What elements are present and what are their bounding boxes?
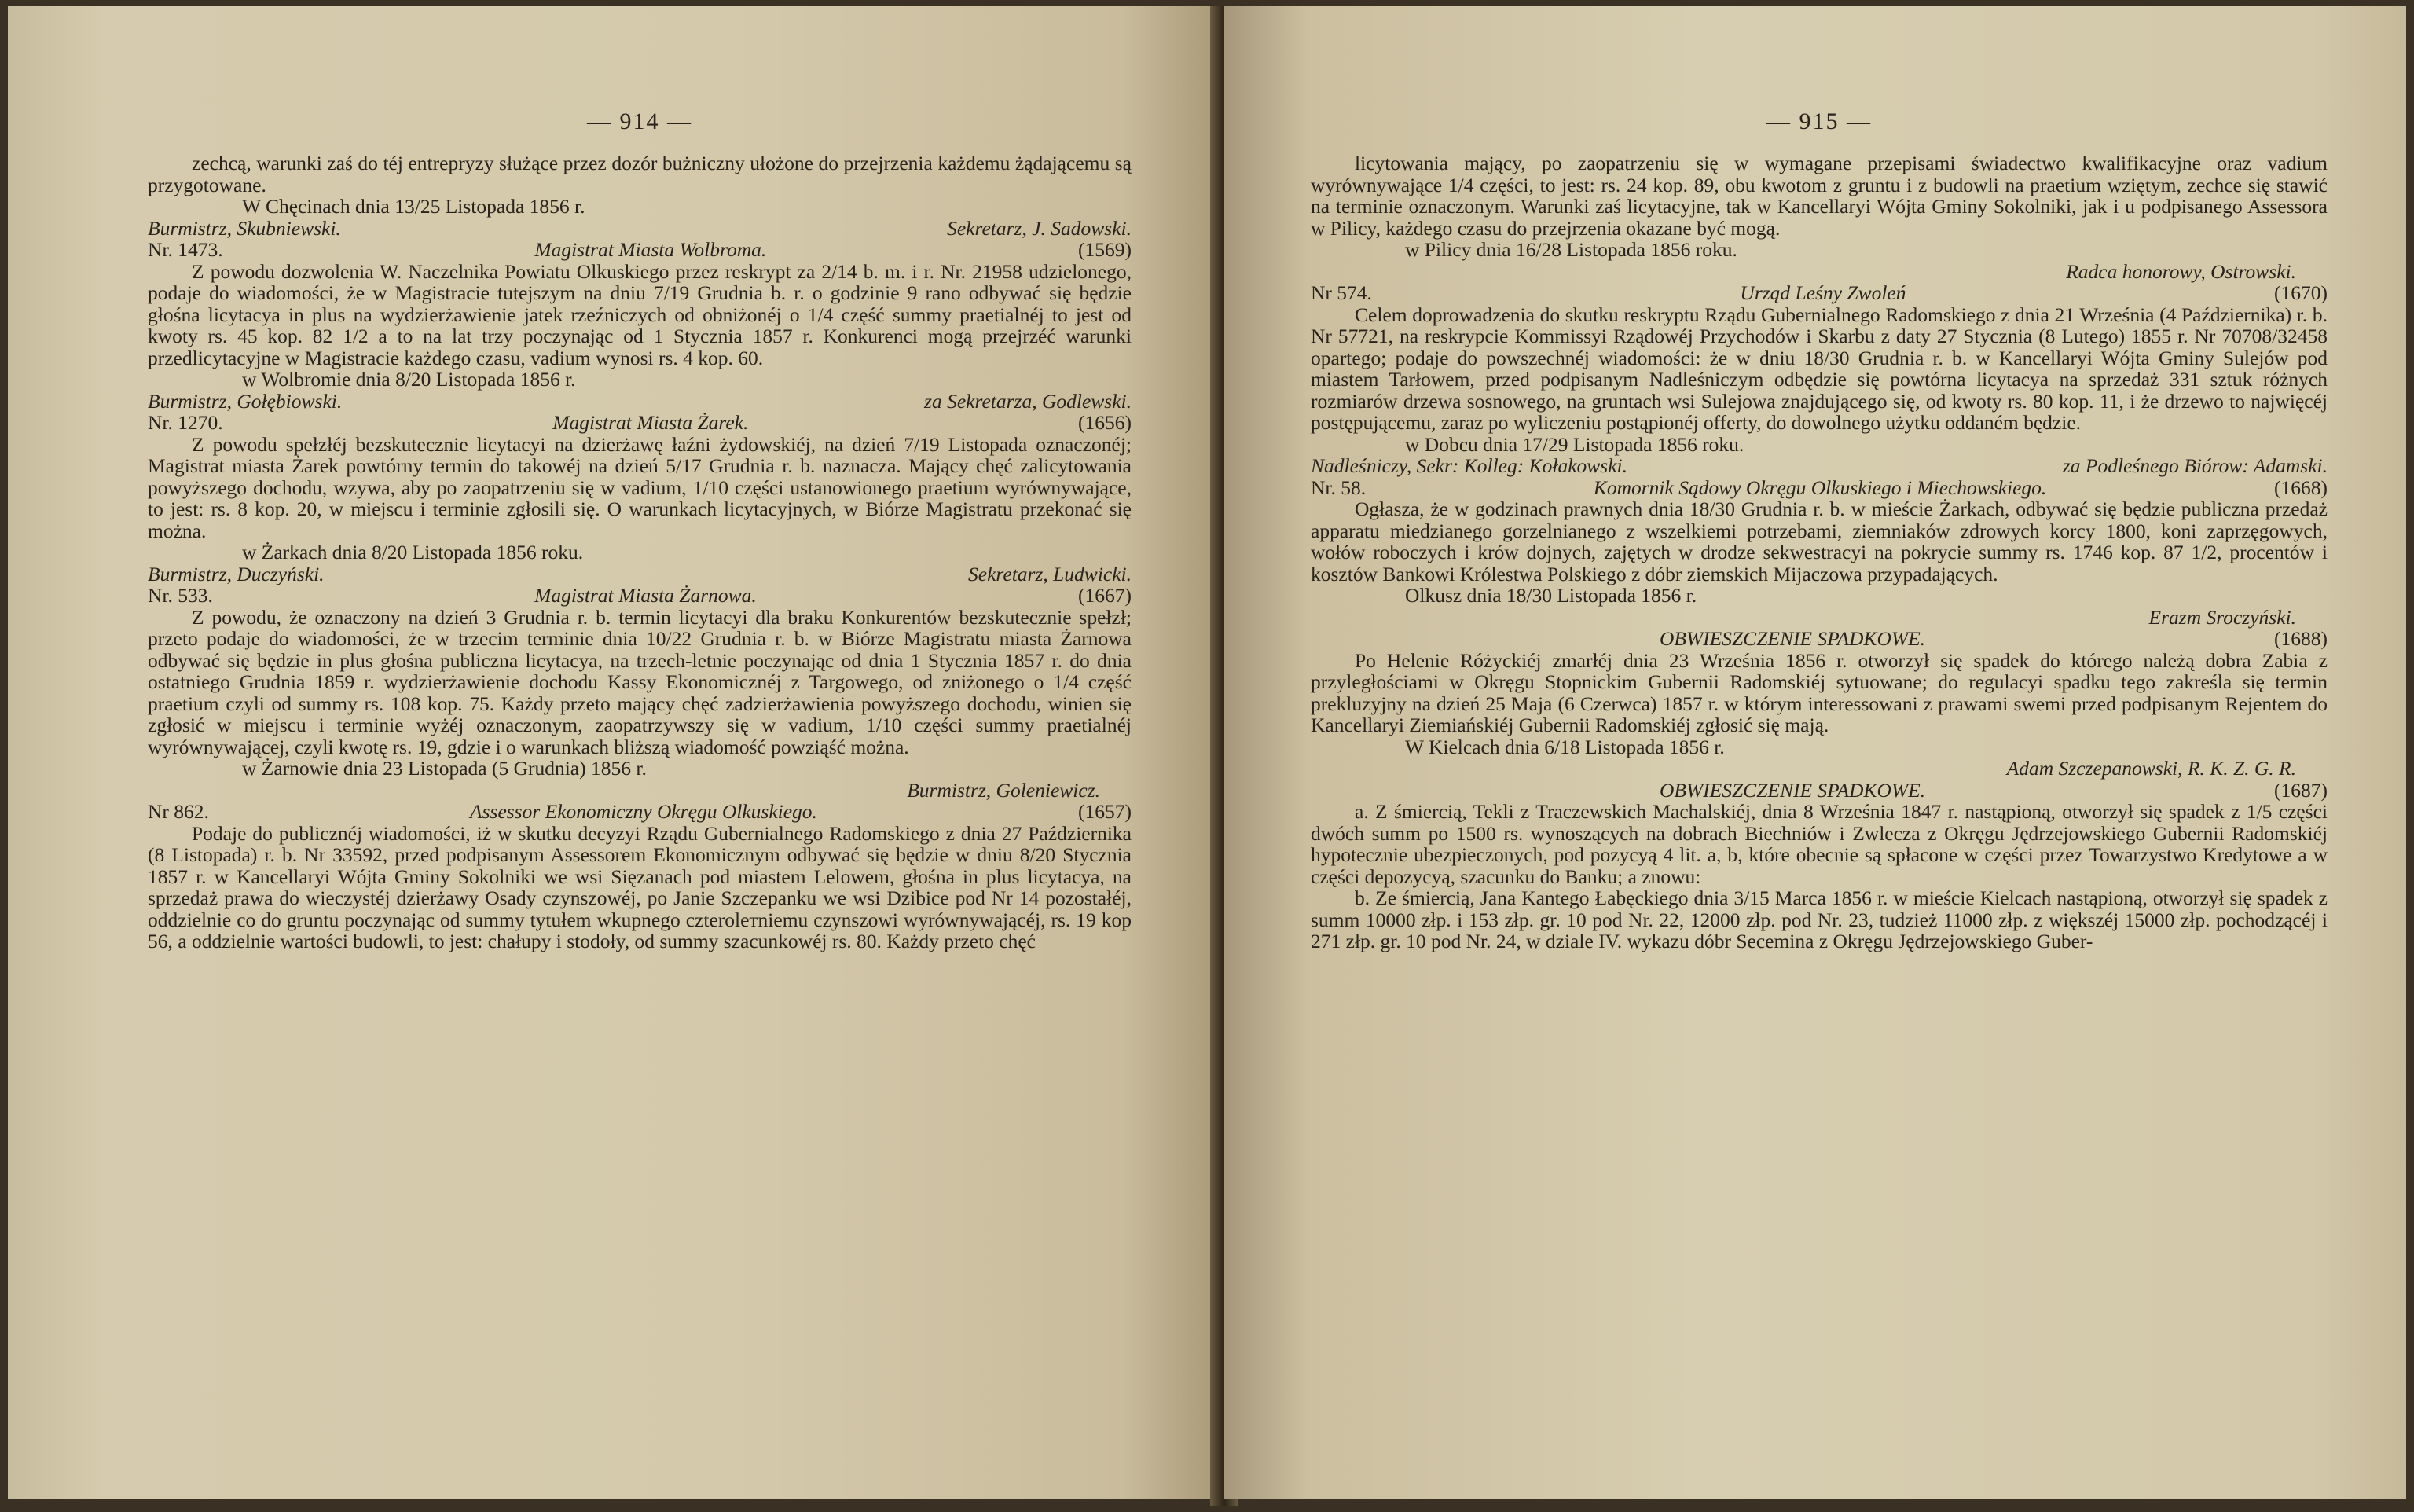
notice-id: (1569) (1078, 238, 1132, 261)
book-spread (8, 6, 2406, 1506)
signature-left: Burmistrz, Duczyński. (148, 562, 325, 585)
signature-right: Sekretarz, Ludwicki. (968, 562, 1132, 585)
dateline: w Dobcu dnia 17/29 Listopada 1856 roku. (1405, 432, 1744, 456)
signature-left: Nadleśniczy, Sekr: Kolleg: Kołakowski. (1311, 454, 1627, 477)
notice-paragraph: a. Z śmiercią, Tekli z Traczewskich Machalskiéj, dnia 8 Września 1847 r. nastąpioną, otworzył się spadek z 1/5 części dwóch summ po 1500 rs. wynoszących na dobrach Biechniów i Zwlecza z Okręgu Jędrzejowskiego Gubernii Radomskiéj hypotecznie ubezpieczonych, pod pozycyą 4 lit. a, b, które obecnie są spłacone w części przez Towarzystwo Kredytowe a w części depozycyą, szacunku do Banku; a znowu: (1311, 800, 2328, 888)
notice-id: (1668) (2274, 475, 2328, 499)
dateline: Olkusz dnia 18/30 Listopada 1856 r. (1405, 584, 1697, 607)
notice-header (148, 412, 1132, 434)
signature-row (148, 218, 1132, 240)
dateline: w Żarkach dnia 8/20 Listopada 1856 roku. (242, 541, 584, 563)
notice-id: (1687) (2274, 778, 2328, 802)
dateline: w Wolbromie dnia 8/20 Listopada 1856 r. (242, 368, 576, 391)
notice-header (148, 801, 1132, 823)
notice-issuer: Magistrat Miasta Żarek. (552, 411, 749, 434)
notice-paragraph: Z powodu dozwolenia W. Naczelnika Powiatu Olkuskiego przez reskrypt za 2/14 b. m. i r. Nr. 21958 udzielonego, podaje do wiadomości, że w Magistracie tutejszym na dniu 7/19 Grudnia b. r. o godzinie 9 rano odbywać się będzie głośna licytacya in plus na wydzierżawienie jatek rzeźniczych od obniżonéj o 1/4 część summy praetialnéj to jest od kwoty rs. 45 kop. 82 1/2 a to na lat trzy poczynając od 1 Stycznia 1857 r. Konkurenci mogą przejrzéć warunki przedlicytacyjne w Magistracie każdego czasu, vadium wynosi rs. 4 kop. 60. (148, 259, 1132, 369)
notice-paragraph: zechcą, warunki zaś do téj entrepryzy służące przez dozór bużniczny ułożone do przejrzenia każdemu żądającemu są przygotowane. (148, 152, 1132, 196)
notice-issuer: Komornik Sądowy Okręgu Olkuskiego i Miechowskiego. (1593, 475, 2047, 499)
notice-paragraph: Ogłasza, że w godzinach prawnych dnia 18/30 Grudnia r. b. w mieście Żarkach, odbywać się będzie publiczna przedaż apparatu miedzianego gorzelnianego z wszelkiemi potrzebami, ziemniaków zdrowych korcy 1800, koni zaprzęgowych, wołów roboczych i krów dojnych, zajętych w drodze sekwestracyi na pokrycie summy rs. 1746 kop. 87 1/2, procentów i kosztów Bankowi Królestwa Polskiego z dóbr ziemskich Mijaczowa przypadających. (1311, 497, 2328, 585)
signature-left: Burmistrz, Gołębiowski. (148, 389, 343, 413)
page-number-right: — 915 — (1766, 108, 1872, 134)
notice-header (148, 239, 1132, 261)
notice-paragraph: Celem doprowadzenia do skutku reskryptu Rządu Gubernialnego Radomskiego z dnia 21 Września (4 Października) r. b. Nr 57721, na reskrypcie Kommissyi Rządowéj Przychodów i Skarbu z daty 27 Stycznia (8 Lutego) 1855 r. Nr 70708/32458 opartego; podaje do powszechnéj wiadomości: że w dniu 18/30 Grudnia r. b. w Kancellaryi Wójta Gminy Sulejów pod miastem Tarłowem, przed podpisanym Nadleśniczym odbędzie się powtórna licytacya na sprzedaż 331 sztuk różnych rozmiarów drzewa sosnowego, na gruntach wsi Sulejowa znajdującego się, od kwoty rs. 80 kop. 11, i że drzewo to najwięcéj postępującemu, zaraz po wyliczeniu postąpionéj offerty, do dowolnego użytku oddaném będzie. (1311, 303, 2328, 434)
notice-paragraph: Z powodu, że oznaczony na dzień 3 Grudnia r. b. termin licytacyi dla braku Konkurentów bezskutecznie spełzł; przeto podaje do wiadomości, że w trzecim terminie dnia 10/22 Grudnia r. b. w Biórze Magistratu miasta Żarnowa odbywać się będzie in plus głośna publiczna licytacya, na trzech-letnie poczynając od dnia 1 Stycznia 1857 r. do dnia ostatniego Grudnia 1859 r. wydzierżawienie dochodu Kassy Ekonomicznéj z Targowego, od zniżonego o 1/4 część praetium czyli od summy rs. 108 kop. 75. Każdy przeto mający chęć zadzierżawienia powyższego dochodu, winien się zgłosić w miejscu i terminie wyżéj oznaczonym, zaopatrzywszy się w vadium, 1/10 części summy praetialnéj wyrównywającej, czyli kwotę rs. 19, gdzie i o warunkach bliższą wiadomość powziąść można. (148, 605, 1132, 758)
dateline: W Kielcach dnia 6/18 Listopada 1856 r. (1405, 735, 1725, 758)
dateline: W Chęcinach dnia 13/25 Listopada 1856 r. (242, 195, 585, 218)
notice-number: Nr. 1473. (148, 238, 223, 261)
signature: Burmistrz, Goleniewicz. (907, 778, 1100, 802)
notice-issuer: Urząd Leśny Zwoleń (1740, 281, 1906, 304)
notice-header (1311, 628, 2328, 650)
dateline: w Żarnowie dnia 23 Listopada (5 Grudnia) 1856 r. (242, 757, 647, 780)
signature: Adam Szczepanowski, R. K. Z. G. R. (2006, 757, 2296, 780)
notice-number: Nr. 58. (1311, 475, 1367, 499)
signature-right: za Sekretarza, Godlewski. (924, 389, 1132, 413)
notice-id: (1667) (1078, 584, 1132, 607)
signature-row (148, 563, 1132, 585)
notice-issuer: OBWIESZCZENIE SPADKOWE. (1659, 627, 1926, 650)
notice-issuer: Magistrat Miasta Wolbroma. (534, 238, 767, 261)
notice-issuer: Assessor Ekonomiczny Okręgu Olkuskiego. (470, 800, 817, 823)
page-number-left: — 914 — (587, 108, 692, 134)
left-column-text (148, 152, 1132, 952)
notice-header (1311, 282, 2328, 304)
signature: Radca honorowy, Ostrowski. (2066, 259, 2296, 283)
notice-number: Nr 574. (1311, 281, 1372, 304)
notice-issuer: Magistrat Miasta Żarnowa. (534, 584, 757, 607)
notice-id: (1670) (2274, 281, 2328, 304)
notice-id: (1688) (2274, 627, 2328, 650)
signature-row (1311, 455, 2328, 477)
notice-paragraph: Po Helenie Różyckiéj zmarłéj dnia 23 Września 1856 r. otworzył się spadek do którego należą dobra Zabia z przyległościami w Okręgu Stopnickim Gubernii Radomskiéj sytuowane; do regulacyi spadku tego zakreśla się termin prekluzyjny na dzień 25 Maja (6 Czerwca) 1857 r. w którym interessowani z prawami swemi przed podpisanym Rejentem do Kancellaryi Ziemiańskiéj Gubernii Radomskiéj zgłosić się mają. (1311, 648, 2328, 736)
notice-number: Nr. 1270. (148, 411, 223, 434)
notice-paragraph: licytowania mający, po zaopatrzeniu się w wymagane przepisami świadectwo kwalifikacyjne oraz vadium wyrównywające 1/4 części, to jest: rs. 24 kop. 89, obu kwotom z gruntu i z budowli na praetium wziętym, zechce się stawić na terminie oznaczonym. Warunki zaś licytacyjne, tak w Kancellaryi Wójta Gminy Sokolniki, jak i u podpisanego Assessora w Pilicy, każdego czasu do przejrzenia okazane być mogą. (1311, 152, 2328, 240)
signature-row (148, 391, 1132, 413)
right-page (1224, 6, 2406, 1499)
notice-number: Nr 862. (148, 800, 209, 823)
signature-right: za Podleśnego Biórow: Adamski. (2062, 454, 2328, 477)
notice-paragraph: Podaje do publicznéj wiadomości, iż w skutku decyzyi Rządu Gubernialnego Radomskiego z dnia 27 Października (8 Listopada) r. b. Nr 33592, przed podpisanym Assessorem Ekonomicznym odbywać się będzie w dniu 8/20 Stycznia 1857 r. w Kancellaryi Wójta Gminy Sokolniki we wsi Sięzanach pod miastem Lelowem, głośna in plus licytacya, na sprzedaż prawa do wieczystéj dzierżawy Osady czynszowéj, po Janie Szczepanku we wsi Dzibice pod Nr 14 pozostałéj, oddzielnie co do gruntu poczynając od summy tytułem wkupnego czterolетniemu czynszowi wyrównywającéj, rs. 19 kop 56, a oddzielnie wartości budowli, to jest: chałupy i stodoły, od summy szacunkowéj rs. 80. Każdy przeto chęć (148, 821, 1132, 952)
notice-header (1311, 477, 2328, 499)
dateline: w Pilicy dnia 16/28 Listopada 1856 roku. (1405, 238, 1737, 261)
notice-id: (1656) (1078, 411, 1132, 434)
notice-issuer: OBWIESZCZENIE SPADKOWE. (1659, 778, 1926, 802)
notice-paragraph: b. Ze śmiercią, Jana Kantego Łabęckiego dnia 3/15 Marca 1856 r. w mieście Kielcach nastąpioną, otworzył się spadek z summ 10000 złp. i 153 złp. gr. 10 pod Nr. 22, 12000 złp. pod Nr. 23, tudzież 11000 złp. z większéj 15000 złp. pochodzącéj i 271 złp. gr. 10 pod Nr. 24, w dziale IV. wykazu dóbr Secemina z Okręgu Jędrzejowskiego Guber- (1311, 886, 2328, 952)
signature-right: Sekretarz, J. Sadowski. (947, 216, 1132, 240)
notice-header (1311, 780, 2328, 802)
signature-left: Burmistrz, Skubniewski. (148, 216, 341, 240)
notice-header (148, 585, 1132, 607)
signature: Erazm Sroczyński. (2148, 605, 2296, 629)
notice-number: Nr. 533. (148, 584, 213, 607)
notice-id: (1657) (1078, 800, 1132, 823)
right-column-text (1311, 152, 2328, 952)
left-page (8, 6, 1218, 1499)
notice-paragraph: Z powodu spełzłéj bezskutecznie licytacyi na dzierżawę łaźni żydowskiéj, na dzień 7/19 Listopada oznaczonéj; Magistrat miasta Żarek powtórny termin do takowéj na dzień 5/17 Grudnia r. b. naznacza. Mający chęć zalicytowania powyższego dochodu, wzywa, aby po zaopatrzeniu się w vadium, 1/10 części ustanowionego praetium wyrównywające, to jest: rs. 8 kop. 20, w miejscu i terminie zgłosili się. O warunkach licytacyjnych, w Biórze Magistratu przekonać się można. (148, 432, 1132, 542)
